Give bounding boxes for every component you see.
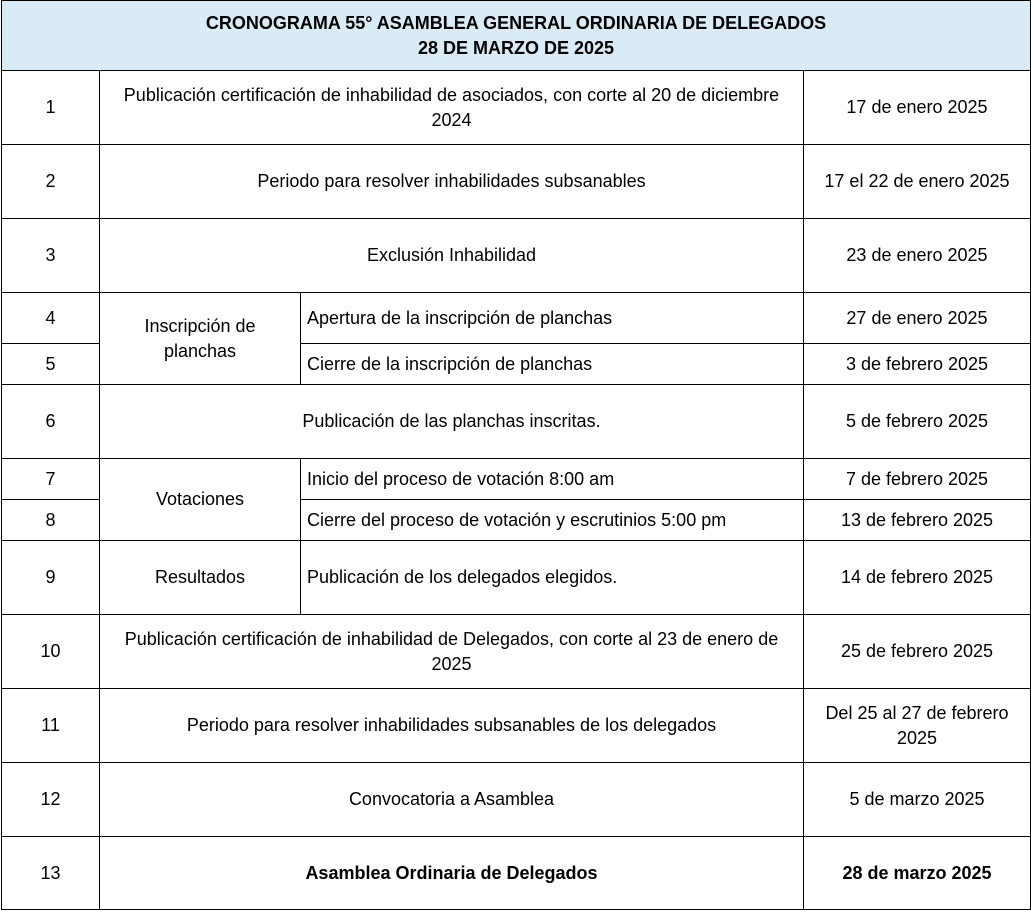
table-row <box>2 459 1031 500</box>
activity-cell: Periodo para resolver inhabilidades subsanables de los delegados <box>100 689 804 763</box>
title-line-2: 28 DE MARZO DE 2025 <box>417 37 615 58</box>
row-number: 12 <box>2 763 100 837</box>
activity-cell: Cierre del proceso de votación y escrutinios 5:00 pm <box>301 500 804 541</box>
row-number: 4 <box>2 293 100 344</box>
activity-cell: Apertura de la inscripción de planchas <box>301 293 804 344</box>
date-cell: 14 de febrero 2025 <box>804 541 1031 615</box>
table-row <box>2 385 1031 459</box>
date-cell: 25 de febrero 2025 <box>804 615 1031 689</box>
table-row <box>2 837 1031 910</box>
activity-cell: Inicio del proceso de votación 8:00 am <box>301 459 804 500</box>
date-cell: 17 de enero 2025 <box>804 71 1031 145</box>
title-line-1: CRONOGRAMA 55° ASAMBLEA GENERAL ORDINARIA DE DELEGADOS <box>205 12 827 33</box>
row-number: 13 <box>2 837 100 910</box>
schedule-table <box>1 0 1031 910</box>
activity-cell: Cierre de la inscripción de planchas <box>301 344 804 385</box>
date-cell: 5 de marzo 2025 <box>804 763 1031 837</box>
row-number: 1 <box>2 71 100 145</box>
table-row <box>2 541 1031 615</box>
date-cell: 13 de febrero 2025 <box>804 500 1031 541</box>
group-cell-inscripcion: Inscripción de planchas <box>100 293 301 385</box>
activity-cell: Publicación certificación de inhabilidad de asociados, con corte al 20 de diciembre 2024 <box>100 71 804 145</box>
date-cell: Del 25 al 27 de febrero 2025 <box>804 689 1031 763</box>
group-cell-votaciones: Votaciones <box>100 459 301 541</box>
group-cell-resultados: Resultados <box>100 541 301 615</box>
date-cell: 3 de febrero 2025 <box>804 344 1031 385</box>
row-number: 8 <box>2 500 100 541</box>
activity-cell: Publicación de las planchas inscritas. <box>100 385 804 459</box>
date-cell: 5 de febrero 2025 <box>804 385 1031 459</box>
date-cell: 28 de marzo 2025 <box>804 837 1031 910</box>
activity-cell: Publicación de los delegados elegidos. <box>301 541 804 615</box>
row-number: 11 <box>2 689 100 763</box>
date-cell: 17 el 22 de enero 2025 <box>804 145 1031 219</box>
row-number: 9 <box>2 541 100 615</box>
table-row <box>2 145 1031 219</box>
row-number: 2 <box>2 145 100 219</box>
table-row <box>2 71 1031 145</box>
row-number: 10 <box>2 615 100 689</box>
table-row <box>2 293 1031 344</box>
activity-cell: Publicación certificación de inhabilidad de Delegados, con corte al 23 de enero de 2025 <box>100 615 804 689</box>
row-number: 3 <box>2 219 100 293</box>
row-number: 6 <box>2 385 100 459</box>
activity-cell: Convocatoria a Asamblea <box>100 763 804 837</box>
activity-cell: Periodo para resolver inhabilidades subsanables <box>100 145 804 219</box>
row-number: 5 <box>2 344 100 385</box>
table-row <box>2 763 1031 837</box>
activity-cell: Exclusión Inhabilidad <box>100 219 804 293</box>
table-row <box>2 615 1031 689</box>
date-cell: 27 de enero 2025 <box>804 293 1031 344</box>
title-row <box>2 1 1031 71</box>
table-row <box>2 219 1031 293</box>
table-row <box>2 689 1031 763</box>
schedule-title <box>2 1 1031 71</box>
activity-cell: Asamblea Ordinaria de Delegados <box>100 837 804 910</box>
row-number: 7 <box>2 459 100 500</box>
date-cell: 23 de enero 2025 <box>804 219 1031 293</box>
date-cell: 7 de febrero 2025 <box>804 459 1031 500</box>
